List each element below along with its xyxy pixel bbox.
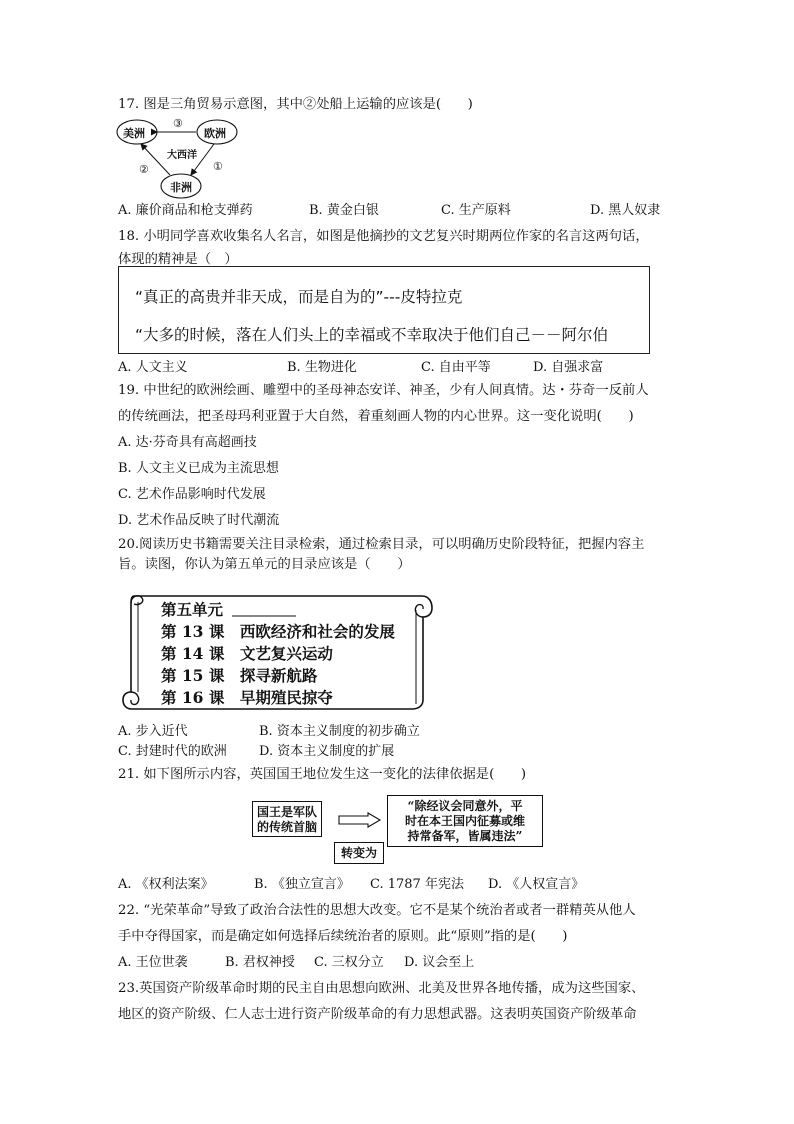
q20-option-d: D. 资本主义制度的扩展 (259, 744, 395, 759)
q22-option-c: C. 三权分立 (314, 955, 384, 970)
scroll-lesson-14: 第 14 课 文艺复兴运动 (161, 644, 333, 663)
q22-stem-line2: 手中夺得国家，而是确定如何选择后续统治者的原则。此“原则”指的是( ) (118, 929, 568, 944)
q20-option-a: A. 步入近代 (118, 724, 188, 739)
bill-quote-box (387, 795, 543, 847)
q17-option-d: D. 黑人奴隶 (590, 203, 661, 218)
q18-option-a: A. 人文主义 (118, 360, 188, 375)
bill-quote-line3: 持常备军，皆属违法” (407, 829, 523, 843)
king-status-line1: 国王是军队 (256, 805, 317, 819)
scroll-unit-title: 第五单元 (161, 600, 224, 619)
q20-option-c: C. 封建时代的欧洲 (118, 744, 227, 759)
q20-stem-line1: 20.阅读历史书籍需要关注目录检索，通过检索目录，可以明确历史阶段特征，把握内容主 (118, 537, 645, 552)
q17-option-a: A. 廉价商品和枪支弹药 (118, 203, 253, 218)
q20-stem-line2: 旨。读图，你认为第五单元的目录应该是（ ） (118, 557, 411, 572)
q19-stem-line2: 的传统画法，把圣母玛利亚置于大自然，着重刻画人物的内心世界。这一变化说明( ) (118, 409, 634, 424)
quote-alberti: “大多的时候，落在人们头上的幸福或不幸取决于他们自己－－阿尔伯 (135, 326, 609, 344)
q17-option-c: C. 生产原料 (441, 203, 511, 218)
q21-option-a: A. 《权利法案》 (118, 877, 214, 892)
atlantic-label: 大西洋 (167, 150, 197, 161)
change-arrow-icon (338, 812, 382, 828)
africa-label: 非洲 (170, 181, 192, 194)
q18-option-c: C. 自由平等 (421, 360, 491, 375)
route-mark-1: ① (213, 160, 223, 173)
q20-option-b: B. 资本主义制度的初步确立 (259, 724, 420, 739)
q22-option-a: A. 王位世袭 (118, 955, 188, 970)
q18-stem-line2: 体现的精神是（ ） (118, 252, 238, 267)
q19-option-b: B. 人文主义已成为主流思想 (118, 461, 279, 476)
king-status-box (252, 801, 322, 837)
europe-label: 欧洲 (204, 127, 226, 140)
q23-stem-line1: 23.英国资产阶级革命时期的民主自由思想向欧洲、北美及世界各地传播，成为这些国家、 (118, 981, 645, 996)
q19-option-c: C. 艺术作品影响时代发展 (118, 487, 266, 502)
q18-option-d: D. 自强求富 (533, 360, 604, 375)
q19-option-a: A. 达·芬奇具有高超画技 (118, 435, 257, 450)
q22-option-d: D. 议会至上 (404, 955, 475, 970)
q21-option-c: C. 1787 年宪法 (370, 877, 464, 892)
q19-stem-line1: 19. 中世纪的欧洲绘画、雕塑中的圣母神态安详、神圣，少有人间真情。达・芬奇一反前人 (118, 383, 649, 398)
change-label-box (334, 842, 384, 864)
q22-stem-line1: 22. “光荣革命”导致了政治合法性的思想大改变。它不是某个统治者或者一群精英从他人 (118, 903, 636, 918)
q21-option-d: D. 《人权宣言》 (488, 877, 585, 892)
quote-box (118, 266, 650, 354)
scroll-lesson-13: 第 13 课 西欧经济和社会的发展 (161, 622, 395, 641)
route-mark-2: ② (139, 163, 149, 176)
scroll-lesson-15: 第 15 课 探寻新航路 (161, 666, 318, 685)
q18-option-b: B. 生物进化 (287, 360, 357, 375)
americas-label: 美洲 (123, 127, 145, 140)
change-label: 转变为 (340, 846, 377, 860)
q17-option-b: B. 黄金白银 (309, 203, 379, 218)
q23-stem-line2: 地区的资产阶级、仁人志士进行资产阶级革命的有力思想武器。这表明英国资产阶级革命 (118, 1007, 637, 1022)
q21-option-b: B. 《独立宣言》 (254, 877, 350, 892)
q21-stem: 21. 如下图所示内容，英国国王地位发生这一变化的法律依据是( ) (118, 767, 527, 782)
route-mark-3: ③ (173, 117, 183, 130)
q19-option-d: D. 艺术作品反映了时代潮流 (118, 513, 280, 528)
king-status-line2: 的传统首脑 (256, 820, 317, 834)
scroll-lesson-16: 第 16 课 早期殖民掠夺 (161, 688, 333, 707)
q18-stem-line1: 18. 小明同学喜欢收集名人名言，如图是他摘抄的文艺复兴时期两位作家的名言这两句话， (118, 229, 649, 244)
q22-option-b: B. 君权神授 (225, 955, 295, 970)
bill-quote-line2: 时在本王国内征募或维 (404, 814, 525, 828)
bill-quote-line1: “除经议会同意外，平 (407, 799, 523, 813)
quote-petrarch: “真正的高贵并非天成，而是自为的”---皮特拉克 (135, 288, 463, 306)
q17-stem: 17. 图是三角贸易示意图，其中②处船上运输的应该是( ) (118, 97, 473, 112)
